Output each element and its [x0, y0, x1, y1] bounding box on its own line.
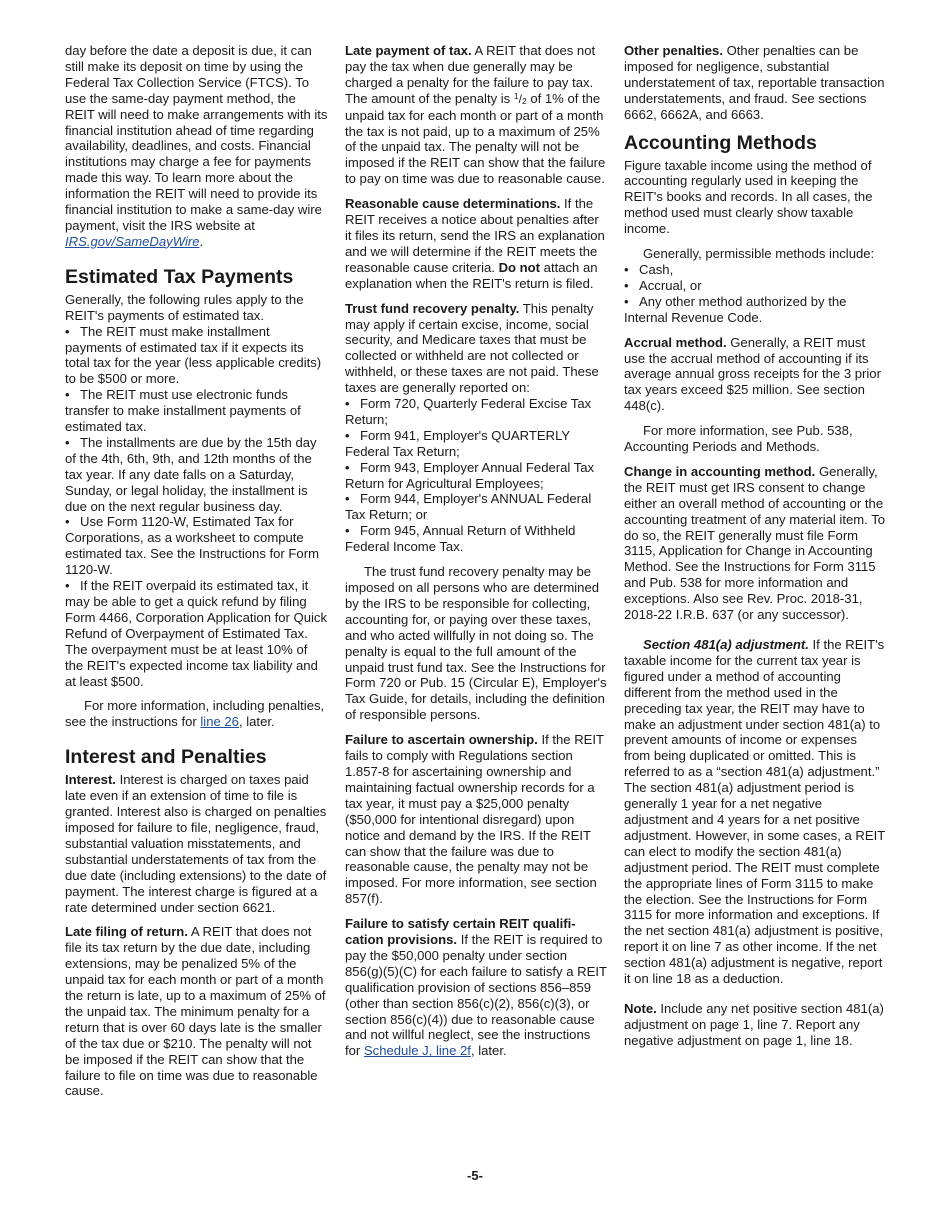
accrual-paragraph: Accrual method. Generally, a REIT must use the accrual method of accounting if its average annual gross receipts for the 3 prior tax years exceed $25 million. See section 448(c).	[624, 334, 881, 414]
list-item: • The REIT must make installment payments of estimated tax if it expects its total tax for the year (less applicable credits) to be $500 or more.	[65, 323, 322, 387]
do-not-emphasis: Do not	[498, 259, 541, 275]
estimated-intro: Generally, the following rules apply to the REIT's payments of estimated tax.	[65, 291, 304, 323]
accounting-methods-heading: Accounting Methods	[624, 131, 817, 154]
reasonable-cause-title: Reasonable cause determinations.	[345, 196, 561, 212]
accrual-more: For more information, see Pub. 538, Accounting Periods and Methods.	[624, 423, 853, 455]
bullet-icon: •	[345, 523, 350, 539]
page-number: -5-	[467, 1168, 483, 1183]
bullet-icon: •	[65, 514, 70, 530]
late-filing-paragraph: Late filing of return. A REIT that does not file its tax return by the due date, including extensions, may be penalized 5% of the unpaid tax for each month or part of a month the return is late, up to a maximum of 25% of the unpaid tax. The minimum penalty for a return that is over 60 days late is the smaller of the tax due or $210. The penalty will not be imposed if the REIT can show that the failure to file on time was due to reasonable cause.	[65, 924, 326, 1099]
ownership-paragraph: Failure to ascertain ownership. If the REIT fails to comply with Regulations section 1.857-8 for ascertaining ownership and maintaining factual ownership records for a tax year, it must pay a $25,000 penalty ($50,000 for intentional disregard) upon notice and demand by the IRS. If the REIT can show that the failure was due to reasonable cause, the penalty may not be imposed. For more information, see section 857(f).	[345, 732, 604, 907]
other-penalties-paragraph: Other penalties. Other penalties can be imposed for negligence, substantial understatement of tax, reportable transaction understatements, and fraud. See sections 6662, 6662A, and 6663.	[624, 43, 885, 122]
list-item: • Form 945, Annual Return of Withheld Federal Income Tax.	[345, 523, 576, 555]
qualification-title: Failure to satisfy certain REIT qualifi-cation provisions.	[345, 916, 576, 948]
accrual-title: Accrual method.	[624, 334, 727, 350]
list-item: • If the REIT overpaid its estimated tax, it may be able to get a quick refund by filing Form 4466, Corporation Application for Quick Refund of Overpayment of Estimated Tax. The overpayment must be at least 10% of the REIT's expected income tax liability and at least $500.	[65, 578, 328, 689]
interest-penalties-heading: Interest and Penalties	[65, 746, 267, 769]
reasonable-cause-paragraph: Reasonable cause determinations. If the REIT receives a notice about penalties after it files its return, send the IRS an explanation and we will determine if the REIT meets the reasonable cause criteria. Do not attach an explanation when the REIT's return is filed.	[345, 196, 605, 291]
change-method-title: Change in accounting method.	[624, 463, 816, 479]
change-method-paragraph: Change in accounting method. Generally, the REIT must get IRS consent to change either an overall method of accounting or the accounting treatment of any material item. To do so, the REIT generally must file Form 3115, Application for Change in Accounting Method. See the Instructions for Form 3115 and Pub. 538 for more information and exceptions. Also see Rev. Proc. 2018-31, 2018-22 I.R.B. 637 (or any successor).	[624, 463, 886, 623]
estimated-tax-heading: Estimated Tax Payments	[65, 265, 294, 288]
qualification-paragraph: Failure to satisfy certain REIT qualifi-cation provisions. If the REIT is required to pay the $50,000 penalty under section 856(g)(5)(C) for each failure to satisfy a REIT qualification provision of sections 856–859 (other than section 856(c)(2), 856(c)(3), or section 856(c)(4)) due to reasonable cause and not willful neglect, see the instructions for Schedule J, line 2f, later.	[345, 916, 607, 1059]
bullet-icon: •	[65, 323, 70, 339]
list-item: • The installments are due by the 15th day of the 4th, 6th, 9th, and 12th months of the tax year. If any date falls on a Saturday, Sunday, or legal holiday, the installment is due on the next regular business day.	[65, 434, 317, 514]
column-2	[345, 43, 607, 1068]
other-penalties-title: Other penalties.	[624, 43, 723, 58]
list-item: • Cash,	[624, 261, 674, 277]
permissible-methods: Generally, permissible methods include:	[643, 246, 875, 262]
trust-fund-more: The trust fund recovery penalty may be imposed on all persons who are determined by the IRS to be responsible for collecting, accounting for, or paying over these taxes, and who acted willfully in not doing so. The penalty is equal to the full amount of the unpaid trust fund tax. See the Instructions for Form 720 or Pub. 15 (Circular E), Employer's Tax Guide, for details, including the definition of responsible persons.	[345, 564, 607, 723]
schedule-j-line-2f-link[interactable]: Schedule J, line 2f	[363, 1043, 471, 1059]
section-481a-paragraph: Section 481(a) adjustment. If the REIT's taxable income for the current tax year is figured under a method of accounting different from the method used in the preceding tax year, the REIT may have to make an adjustment under section 481(a) to prevent amounts of income or expenses from being duplicated or omitted. This is referred to as a “section 481(a) adjustment.” The section 481(a) adjustment period is generally 1 year for a net negative adjustment and 4 years for a net positive adjustment. However, in some cases, a REIT can elect to modify the section 481(a) adjustment period. The REIT must complete the appropriate lines of Form 3115 to make the election. See the Instructions for Form 3115 for more information and exceptions. If the net section 481(a) adjustment is positive, report it on line 7 as other income. If the net section 481(a) adjustment is negative, report it on line 18 as a deduction.	[624, 637, 886, 987]
bullet-icon: •	[345, 491, 350, 507]
bullet-icon: •	[345, 396, 350, 412]
list-item: • The REIT must use electronic funds transfer to make installment payments of estimated tax.	[65, 387, 301, 435]
late-payment-paragraph: Late payment of tax. A REIT that does not pay the tax when due generally may be charged a penalty for the failure to pay tax. The amount of the penalty is $^1$/2 of 1% of the unpaid tax for each month or part of a month the tax is not paid, up to a maximum of 25% of the unpaid tax. The penalty will not be imposed if the REIT can show that the failure to pay on time was due to reasonable cause.	[345, 43, 606, 187]
bullet-icon: •	[624, 261, 629, 277]
column-1	[65, 43, 328, 1108]
list-item: • Form 720, Quarterly Federal Excise Tax Return;	[345, 396, 592, 427]
accounting-bullet-list	[624, 262, 886, 326]
trust-fund-bullet-list	[345, 396, 607, 555]
late-filing-title: Late filing of return.	[65, 924, 188, 940]
list-item: • Form 943, Employer Annual Federal Tax Return for Agricultural Employees;	[345, 459, 595, 491]
ownership-title: Failure to ascertain ownership.	[345, 732, 538, 748]
fraction-one-half: $^1$/2	[513, 90, 527, 106]
same-day-wire-link[interactable]: IRS.gov/SameDayWire	[65, 233, 200, 249]
interest-title: Interest.	[65, 772, 116, 788]
section-481a-title: Section 481(a) adjustment.	[643, 637, 809, 652]
bullet-icon: •	[624, 293, 629, 309]
trust-fund-paragraph: Trust fund recovery penalty. This penalty may apply if certain excise, income, social security, and Medicare taxes that must be collected or withheld are not collected or withheld, or these taxes are not paid. These taxes are generally reported on:	[345, 300, 599, 396]
list-item: • Form 944, Employer's ANNUAL Federal Tax Return; or	[345, 491, 592, 523]
list-item: • Accrual, or	[624, 277, 702, 293]
list-item: • Form 941, Employer's QUARTERLY Federal Tax Return;	[345, 427, 570, 459]
list-item: • Any other method authorized by the Internal Revenue Code.	[624, 293, 847, 325]
bullet-icon: •	[624, 277, 629, 293]
bullet-icon: •	[345, 427, 350, 443]
list-item: • Use Form 1120-W, Estimated Tax for Corporations, as a worksheet to compute estimated tax. See the Instructions for Form 1120-W.	[65, 514, 319, 578]
bullet-icon: •	[65, 434, 70, 450]
interest-paragraph: Interest. Interest is charged on taxes paid late even if an extension of time to file is granted. Interest also is charged on penalties imposed for failure to file, negligence, fraud, substantial valuation misstatements, and substantial understatements of tax from the due date (including extensions) to the date of payment. The interest charge is figured at a rate determined under section 6621.	[65, 772, 327, 915]
trust-fund-title: Trust fund recovery penalty.	[345, 300, 520, 316]
line-26-link[interactable]: line 26	[200, 714, 239, 730]
estimated-more-info: For more information, including penalties, see the instructions for line 26, later.	[65, 698, 325, 730]
bullet-icon: •	[65, 578, 70, 594]
bullet-icon: •	[345, 459, 350, 475]
bullet-icon: •	[65, 387, 70, 403]
column-3	[624, 43, 886, 1058]
accounting-intro: Figure taxable income using the method of accounting regularly used in keeping the REIT's books and records. In all cases, the method used must clearly show taxable income.	[624, 157, 873, 237]
note-title: Note.	[624, 1000, 657, 1016]
ftcs-paragraph: day before the date a deposit is due, it can still make its deposit on time by using the Federal Tax Collection Service (FTCS). To use the same-day payment method, the REIT will need to make arrangements with its financial institution ahead of time regarding availability, deadlines, and costs. Financial institutions may charge a fee for payments made this way. To learn more about the information the REIT will need to provide its financial institution to make a same-day wire payment, visit the IRS website at IRS.gov/SameDayWire.	[65, 43, 328, 249]
late-payment-title: Late payment of tax.	[345, 43, 472, 58]
note-paragraph: Note. Include any net positive section 481(a) adjustment on page 1, line 7. Report any negative adjustment on page 1, line 18.	[624, 1000, 884, 1048]
estimated-bullet-list	[65, 324, 328, 690]
